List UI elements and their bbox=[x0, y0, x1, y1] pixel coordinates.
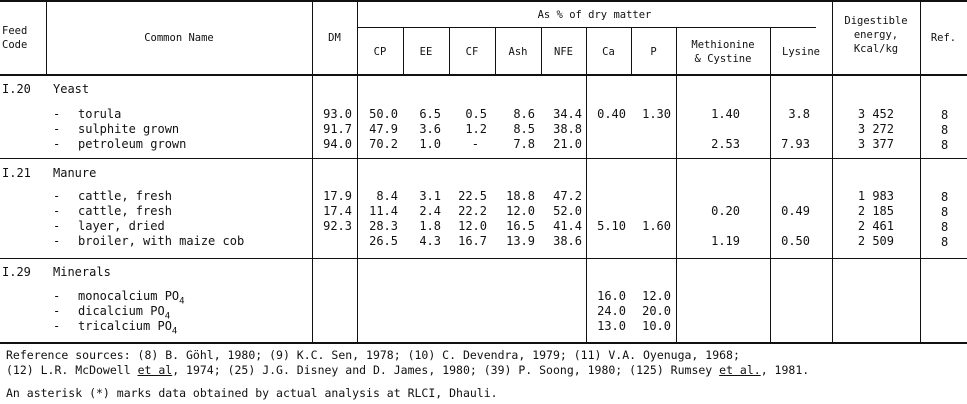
cell-ca: 24.0 bbox=[597, 304, 626, 318]
dash: - bbox=[53, 107, 61, 121]
header-cp: CP bbox=[373, 46, 387, 58]
cell-ee: 3.6 bbox=[419, 122, 441, 136]
dash: - bbox=[53, 289, 61, 303]
cell-cp: 70.2 bbox=[369, 137, 398, 151]
feed-name: torula bbox=[78, 107, 122, 121]
cell-ca: 13.0 bbox=[597, 319, 626, 333]
cell-nfe: 21.0 bbox=[553, 137, 582, 151]
subscript: 4 bbox=[179, 296, 185, 307]
feed-name: cattle, fresh bbox=[78, 189, 172, 203]
feed-name: petroleum grown bbox=[78, 137, 187, 151]
group-name: Manure bbox=[53, 166, 97, 180]
feed-name: sulphite grown bbox=[78, 122, 180, 136]
cell-ca: 0.40 bbox=[597, 107, 626, 121]
cell-ash: 8.5 bbox=[513, 122, 535, 136]
feed-name-text: dicalcium PO bbox=[78, 304, 165, 318]
col-rule bbox=[770, 27, 771, 343]
cell-cp: 50.0 bbox=[369, 107, 398, 121]
header-ee: EE bbox=[419, 46, 433, 58]
header-bottom-rule bbox=[0, 74, 967, 76]
ref-et-al: et al. bbox=[719, 363, 761, 377]
header-cf: CF bbox=[465, 46, 479, 58]
cell-ash: 16.5 bbox=[506, 219, 535, 233]
header-feed: Feed bbox=[2, 25, 28, 37]
cell-nfe: 34.4 bbox=[553, 107, 582, 121]
header-lysine: Lysine bbox=[782, 46, 820, 58]
col-rule bbox=[676, 27, 677, 343]
header-common-name: Common Name bbox=[144, 32, 214, 44]
cell-dm: 93.0 bbox=[323, 107, 352, 121]
header-ref: Ref. bbox=[930, 32, 957, 44]
cell-ref: 8 bbox=[941, 138, 949, 152]
header-ca: Ca bbox=[602, 46, 615, 58]
header-kcal: Kcal/kg bbox=[853, 43, 899, 55]
cell-de: 1 983 bbox=[857, 189, 894, 203]
col-rule bbox=[312, 0, 313, 343]
dash: - bbox=[53, 319, 61, 333]
header-nfe: NFE bbox=[554, 46, 573, 58]
cell-ca: 16.0 bbox=[597, 289, 626, 303]
cell-ref: 8 bbox=[941, 205, 949, 219]
cell-meth: 1.19 bbox=[711, 234, 740, 248]
cell-cf: 22.5 bbox=[458, 189, 487, 203]
feed-name: broiler, with maize cob bbox=[78, 234, 245, 248]
cell-ee: 6.5 bbox=[419, 107, 441, 121]
asterisk-note: An asterisk (*) marks data obtained by actual analysis at RLCI, Dhauli. bbox=[6, 386, 498, 400]
cell-ee: 4.3 bbox=[419, 234, 441, 248]
cell-nfe: 41.4 bbox=[553, 219, 582, 233]
group-name: Yeast bbox=[53, 82, 90, 96]
cell-cf: 16.7 bbox=[458, 234, 487, 248]
cell-ref: 8 bbox=[941, 123, 949, 137]
cell-de: 2 185 bbox=[857, 204, 894, 218]
cell-lys: 0.50 bbox=[781, 234, 810, 248]
cell-dm: 17.9 bbox=[323, 189, 352, 203]
header-cystine: & Cystine bbox=[694, 53, 752, 65]
group-divider-2 bbox=[0, 258, 967, 259]
cell-de: 2 509 bbox=[857, 234, 894, 248]
dash: - bbox=[53, 189, 61, 203]
cell-ref: 8 bbox=[941, 190, 949, 204]
cell-de: 3 272 bbox=[857, 122, 894, 136]
cell-cf: 0.5 bbox=[465, 107, 487, 121]
feed-code: I.29 bbox=[2, 265, 31, 279]
cell-cf: 22.2 bbox=[458, 204, 487, 218]
dash: - bbox=[53, 137, 61, 151]
cell-dm: 17.4 bbox=[323, 204, 352, 218]
dash: - bbox=[53, 122, 61, 136]
feed-name: cattle, fresh bbox=[78, 204, 172, 218]
cell-lys: 3.8 bbox=[788, 107, 810, 121]
cell-nfe: 38.8 bbox=[553, 122, 582, 136]
cell-p: 1.30 bbox=[642, 107, 671, 121]
feed-name bbox=[78, 319, 177, 338]
cell-cf: 12.0 bbox=[458, 219, 487, 233]
subscript: 4 bbox=[164, 311, 171, 322]
cell-cf: 1.2 bbox=[465, 122, 487, 136]
cell-ash: 8.6 bbox=[513, 107, 535, 121]
cell-meth: 2.53 bbox=[711, 137, 740, 151]
cell-lys: 7.93 bbox=[781, 137, 810, 151]
cell-ref: 8 bbox=[941, 235, 949, 249]
header-dm: DM bbox=[328, 32, 341, 44]
cell-de: 3 452 bbox=[857, 107, 894, 121]
cell-nfe: 52.0 bbox=[553, 204, 582, 218]
feed-code: I.20 bbox=[2, 82, 31, 96]
cell-cp: 11.4 bbox=[369, 204, 398, 218]
cell-cp: 28.3 bbox=[369, 219, 398, 233]
subscript: 4 bbox=[171, 326, 178, 337]
feed-name-text: tricalcium PO bbox=[78, 319, 172, 333]
header-code: Code bbox=[2, 39, 28, 51]
cell-ash: 13.9 bbox=[506, 234, 535, 248]
header-digestible: Digestible bbox=[844, 15, 908, 27]
cell-p: 1.60 bbox=[642, 219, 671, 233]
header-energy: energy, bbox=[853, 29, 899, 41]
cell-ash: 7.8 bbox=[513, 137, 535, 151]
cell-dm: 91.7 bbox=[323, 122, 352, 136]
col-rule bbox=[920, 0, 921, 343]
cell-ca: 5.10 bbox=[597, 219, 626, 233]
cell-ref: 8 bbox=[941, 108, 949, 122]
group-name: Minerals bbox=[53, 265, 111, 279]
cell-ee: 2.4 bbox=[419, 204, 441, 218]
feed-name-text: monocalcium PO bbox=[78, 289, 180, 303]
cell-ash: 12.0 bbox=[506, 204, 535, 218]
reference-sources-line-2 bbox=[6, 363, 809, 377]
dash: - bbox=[53, 234, 61, 248]
cell-cp: 26.5 bbox=[369, 234, 398, 248]
cell-ref: 8 bbox=[941, 220, 949, 234]
ref-et-al: et al bbox=[137, 363, 173, 377]
group-divider-1 bbox=[0, 158, 967, 159]
cell-de: 3 377 bbox=[857, 137, 894, 151]
cell-meth: 0.20 bbox=[711, 204, 740, 218]
cell-dm: 92.3 bbox=[323, 219, 352, 233]
feed-name: layer, dried bbox=[78, 219, 165, 233]
cell-p: 20.0 bbox=[642, 304, 671, 318]
cell-p: 12.0 bbox=[642, 289, 671, 303]
cell-meth: 1.40 bbox=[711, 107, 740, 121]
cell-ee: 1.8 bbox=[419, 219, 441, 233]
cell-ash: 18.8 bbox=[506, 189, 535, 203]
cell-dm: 94.0 bbox=[323, 137, 352, 151]
cell-ee: 1.0 bbox=[419, 137, 441, 151]
dash: - bbox=[53, 219, 61, 233]
cell-de: 2 461 bbox=[857, 219, 894, 233]
cell-lys: 0.49 bbox=[781, 204, 810, 218]
feed-code: I.21 bbox=[2, 166, 31, 180]
ref-text: , 1974; (25) J.G. Disney and D. James, 1980; (39) P. Soong, 1980; (125) Rumsey bbox=[172, 363, 720, 377]
ref-text: , 1981. bbox=[760, 363, 810, 377]
cell-nfe: 38.6 bbox=[553, 234, 582, 248]
table-bottom-rule bbox=[0, 342, 967, 344]
cell-nfe: 47.2 bbox=[553, 189, 582, 203]
header-p: P bbox=[650, 46, 657, 58]
header-as-pct: As % of dry matter bbox=[537, 9, 652, 21]
cell-cf: - bbox=[471, 137, 479, 151]
cell-cp: 47.9 bbox=[369, 122, 398, 136]
reference-sources-line-1: Reference sources: (8) B. Göhl, 1980; (9) K.C. Sen, 1978; (10) C. Devendra, 1979; (11) V.A. Oyenuga, 1968; bbox=[6, 348, 740, 362]
ref-text: (12) L.R. McDowell bbox=[6, 363, 138, 377]
table-top-rule bbox=[0, 0, 967, 2]
dash: - bbox=[53, 304, 61, 318]
cell-ee: 3.1 bbox=[419, 189, 441, 203]
dash: - bbox=[53, 204, 61, 218]
header-methionine: Methionine bbox=[691, 39, 755, 51]
cell-cp: 8.4 bbox=[376, 189, 398, 203]
cell-p: 10.0 bbox=[642, 319, 671, 333]
header-ash: Ash bbox=[508, 46, 528, 58]
